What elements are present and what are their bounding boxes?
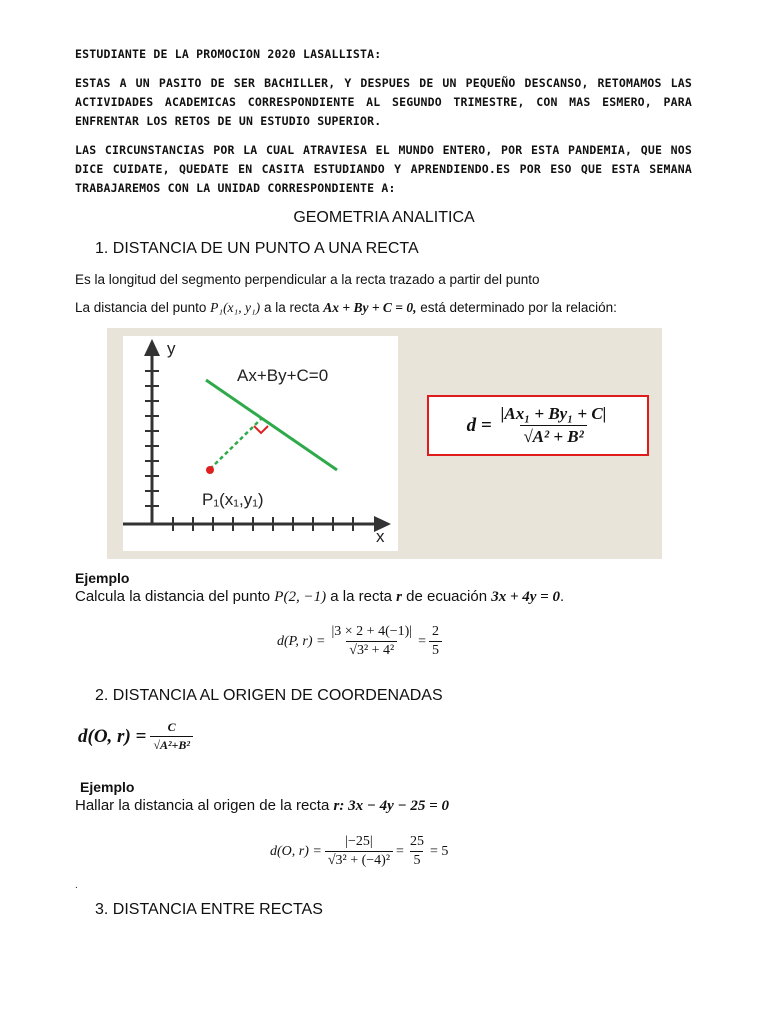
example-1-label: Ejemplo — [75, 570, 130, 586]
relation-suffix: está determinado por la relación: — [420, 300, 617, 315]
example-1-statement — [75, 588, 564, 606]
example-1-point: P(2, −1) — [274, 589, 327, 605]
example-1-end: . — [559, 588, 565, 605]
example-2-statement — [75, 797, 449, 815]
origin-formula-lhs: d(O, r) = — [78, 725, 147, 747]
example-2-label: Ejemplo — [80, 779, 135, 795]
stray-mark: . — [75, 880, 78, 891]
y-axis-arrow — [144, 339, 160, 356]
example-1-solution — [277, 624, 442, 659]
section-1-relation — [75, 300, 617, 316]
origin-formula-denominator: √A²+B² — [150, 736, 193, 753]
x-axis-label: x — [376, 527, 385, 546]
distance-formula-box — [427, 395, 649, 456]
example-1-middle: a la recta — [330, 588, 392, 605]
example-1-equation: 3x + 4y = 0 — [491, 589, 560, 605]
intro-paragraph-2: LAS CIRCUNSTANCIAS POR LA CUAL ATRAVIESA EL MUNDO ENTERO, POR ESTA PANDEMIA, QUE NOS DICE CUIDATE, QUEDATE EN CASITA ESTUDIANDO Y APRENDIENDO.ES POR ESO QUE ESTA SEMANA TRABAJAREMOS CON LA UNIDAD CORRESPONDIENTE A: — [75, 143, 692, 195]
relation-middle: a la recta — [263, 300, 320, 315]
solution-1-equals: = — [418, 633, 426, 649]
example-2-solution — [270, 834, 448, 869]
solution-1-result-den: 5 — [429, 641, 442, 659]
line-r — [206, 380, 337, 470]
solution-1-result — [429, 624, 442, 659]
example-1-line-name: r — [396, 589, 402, 605]
line-equation-label: Ax+By+C=0 — [237, 366, 329, 385]
figure-plot-area — [123, 336, 398, 551]
solution-2-numerator: |−25| — [345, 834, 373, 849]
relation-prefix: La distancia del punto — [75, 300, 207, 315]
solution-2-fraction-2 — [407, 834, 427, 869]
greeting-line: ESTUDIANTE DE LA PROMOCION 2020 LASALLISTA: — [75, 47, 382, 61]
solution-2-lhs: d(O, r) = — [270, 843, 322, 859]
y-axis-label: y — [167, 339, 176, 358]
point-label: P₁(x₁,y₁) — [202, 490, 264, 509]
intro-paragraph-1: ESTAS A UN PASITO DE SER BACHILLER, Y DESPUES DE UN PEQUEÑO DESCANSO, RETOMAMOS LAS ACTIVIDADES ACADEMICAS CORRESPONDIENTE AL SEGUNDO TRIMESTRE, CON MAS ESMERO, PARA ENFRENTAR LOS RETOS DE UN ESTUDIO SUPERIOR. — [75, 76, 692, 128]
document-title: GEOMETRIA ANALITICA — [293, 209, 475, 226]
solution-1-lhs: d(P, r) = — [277, 633, 326, 649]
example-1-prefix: Calcula la distancia del punto — [75, 588, 271, 605]
formula-fraction — [498, 404, 610, 447]
formula-numerator: |Ax₁ + By₁ + C| — [500, 404, 607, 423]
origin-formula-fraction — [150, 720, 193, 753]
relation-line-equation: Ax + By + C = 0, — [323, 300, 417, 315]
solution-2-frac2-num: 25 — [409, 834, 424, 849]
right-angle-marker — [254, 426, 268, 433]
example-2-equation: r: 3x − 4y − 25 = 0 — [333, 798, 449, 814]
formula-denominator: √A² + B² — [520, 425, 586, 447]
example-1-middle2: de ecuación — [406, 588, 488, 605]
section-1-definition: Es la longitud del segmento perpendicular a la recta trazado a partir del punto — [75, 272, 540, 287]
formula-lhs: d = — [466, 414, 492, 436]
solution-2-denominator: √3² + (−4)² — [325, 851, 393, 869]
section-2-heading: 2. DISTANCIA AL ORIGEN DE COORDENADAS — [95, 687, 443, 704]
solution-2-equals: = — [396, 843, 404, 859]
relation-point: P₁(x₁, y₁) — [210, 300, 261, 315]
section-1-heading: 1. DISTANCIA DE UN PUNTO A UNA RECTA — [95, 240, 419, 257]
perpendicular-segment — [210, 419, 261, 469]
solution-1-result-num: 2 — [432, 624, 439, 639]
solution-2-final: = 5 — [429, 843, 449, 859]
section-3-heading: 3. DISTANCIA ENTRE RECTAS — [95, 901, 323, 918]
origin-formula-numerator: C — [167, 720, 176, 734]
solution-2-fraction — [325, 834, 393, 869]
origin-distance-formula — [78, 720, 193, 753]
solution-1-numerator: |3 × 2 + 4(−1)| — [331, 624, 413, 639]
point-p1 — [206, 466, 214, 474]
solution-1-fraction — [328, 624, 415, 659]
distance-figure — [107, 328, 662, 559]
solution-1-denominator: √3² + 4² — [346, 641, 397, 659]
example-2-text: Hallar la distancia al origen de la recta — [75, 797, 330, 814]
solution-2-frac2-den: 5 — [410, 851, 423, 869]
